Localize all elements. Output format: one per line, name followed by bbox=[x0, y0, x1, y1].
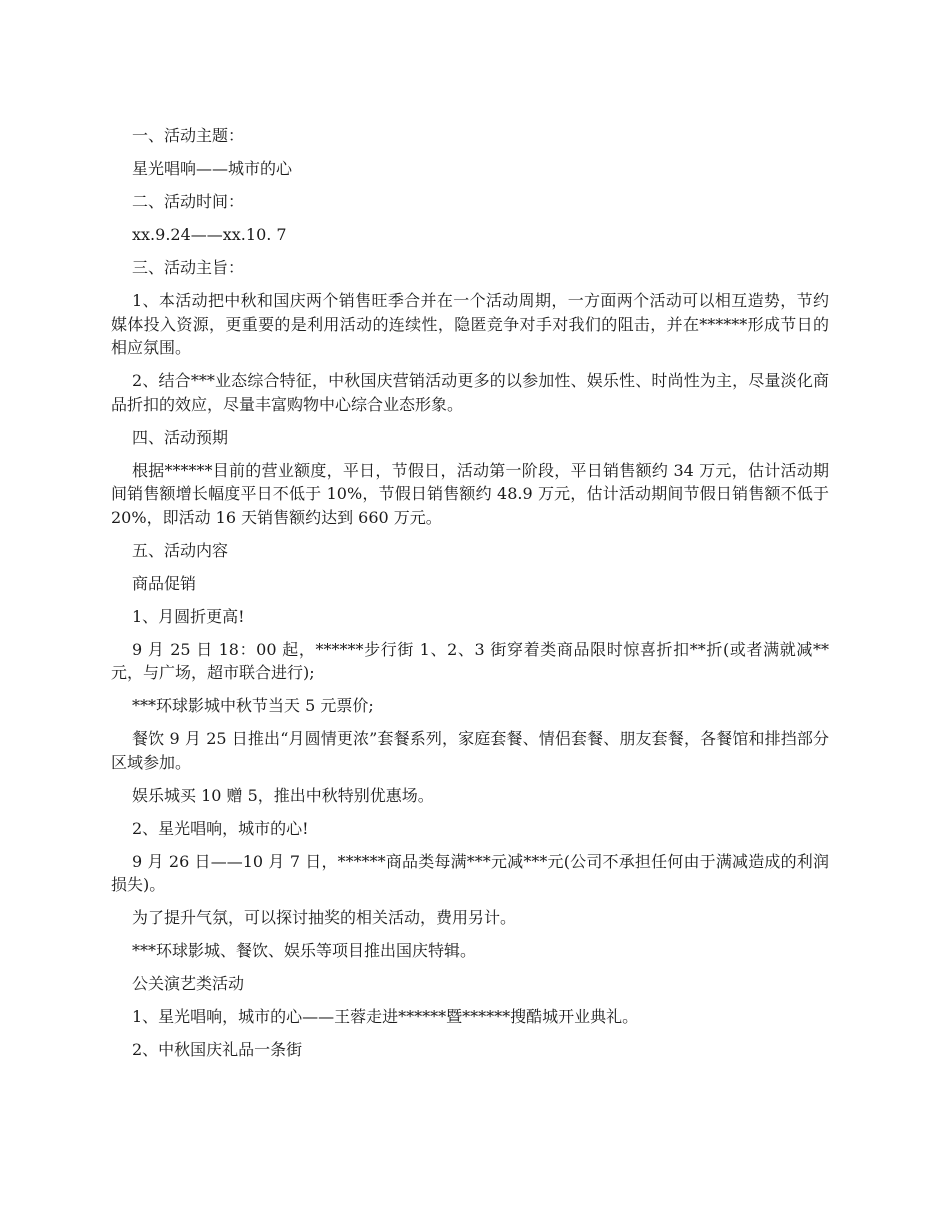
section-heading-theme: 一、活动主题： bbox=[132, 126, 245, 145]
list-item-promo-2: 2、星光唱响，城市的心! bbox=[132, 818, 309, 838]
paragraph-theme-text: 星光唱响——城市的心 bbox=[132, 159, 293, 178]
subheading-pr-events: 公关演艺类活动 bbox=[132, 974, 245, 993]
section-heading-time: 二、活动时间： bbox=[132, 192, 245, 211]
paragraph-promo-1-detail: 9 月 25 日 18：00 起，******步行街 1、2、3 街穿着类商品限时惊喜折扣**折(或者满就减**元，与广场，超市联合进行); bbox=[111, 639, 829, 682]
paragraph-entertainment: 娱乐城买 10 赠 5，推出中秋特别优惠场。 bbox=[132, 785, 434, 805]
paragraph-cinema: ***环球影城中秋节当天 5 元票价; bbox=[132, 696, 374, 715]
list-item-event-1: 1、星光唱响，城市的心——王蓉走进******暨******搜酷城开业典礼。 bbox=[132, 1007, 639, 1026]
paragraph-purpose-1: 1、本活动把中秋和国庆两个销售旺季合并在一个活动周期，一方面两个活动可以相互造势，节约媒体投入资源，更重要的是利用活动的连续性，隐匿竞争对手对我们的阻击，并在******形成节日的相应氛围。 bbox=[111, 291, 829, 357]
paragraph-time-text: xx.9.24——xx.10. 7 bbox=[132, 225, 287, 244]
section-heading-content: 五、活动内容 bbox=[132, 540, 229, 560]
paragraph-lottery: 为了提升气氛，可以探讨抽奖的相关活动，费用另计。 bbox=[132, 908, 517, 927]
list-item-event-2: 2、中秋国庆礼品一条街 bbox=[132, 1040, 303, 1059]
list-item-promo-1: 1、月圆折更高! bbox=[132, 606, 245, 626]
paragraph-purpose-2: 2、结合***业态综合特征，中秋国庆营销活动更多的以参加性、娱乐性、时尚性为主，尽量淡化商品折扣的效应，尽量丰富购物中心综合业态形象。 bbox=[111, 371, 829, 414]
paragraph-promo-2-detail: 9 月 26 日——10 月 7 日，******商品类每满***元减***元(公司不承担任何由于满减造成的利润损失)。 bbox=[111, 851, 829, 894]
document-body bbox=[111, 124, 829, 1071]
subheading-promotion: 商品促销 bbox=[132, 573, 197, 593]
section-heading-expectation: 四、活动预期 bbox=[132, 427, 229, 447]
paragraph-expectation: 根据******目前的营业额度，平日，节假日，活动第一阶段，平日销售额约 34 万元，估计活动期间销售额增长幅度平日不低于 10%，节假日销售额约 48.9 万元，估计活动期间节假日销售额不低于 20%，即活动 16 天销售额约达到 660 万元。 bbox=[111, 460, 829, 527]
paragraph-dining: 餐饮 9 月 25 日推出“月圆情更浓”套餐系列，家庭套餐、情侣套餐、朋友套餐，各餐馆和排挡部分区域参加。 bbox=[111, 729, 829, 772]
paragraph-national-day: ***环球影城、餐饮、娱乐等项目推出国庆特辑。 bbox=[132, 941, 477, 960]
section-heading-purpose: 三、活动主旨： bbox=[132, 258, 245, 277]
